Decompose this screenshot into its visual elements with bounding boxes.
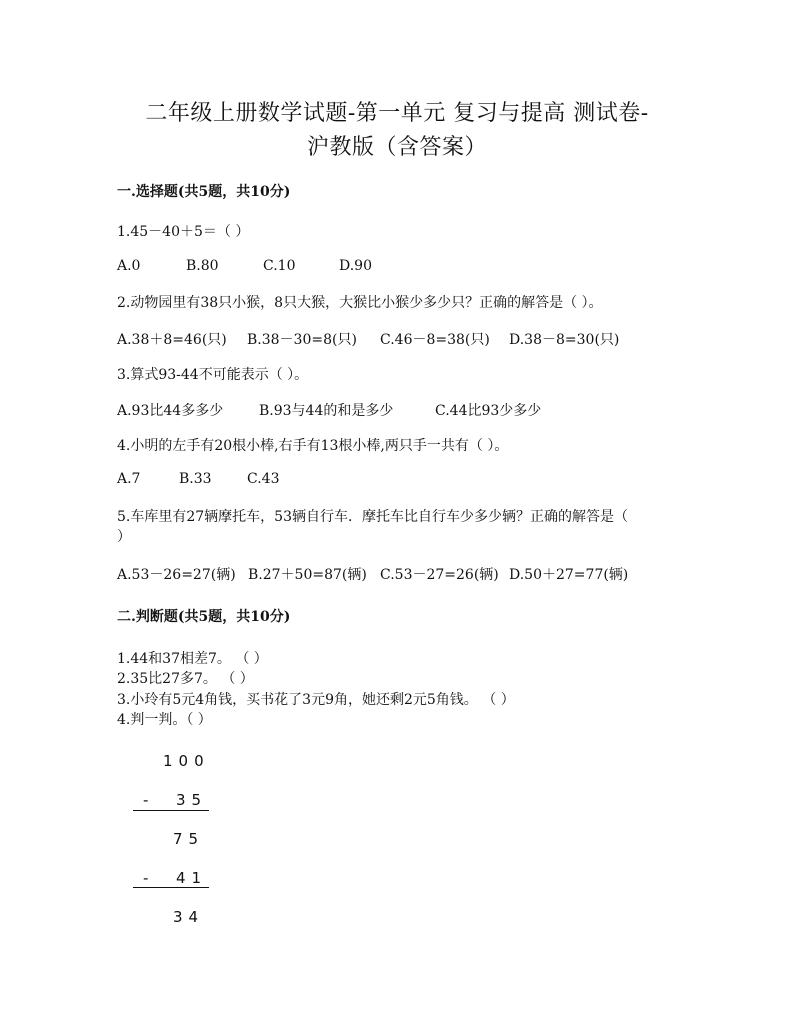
question-4-text: 4.小明的左手有20根小棒,右手有13根小棒,两只手一共有（ ）。 (117, 438, 509, 454)
option-c: C.44比93少多少 (435, 403, 542, 419)
judgement-item-1: 1.44和37相差7。 （ ） (117, 651, 268, 667)
calc-divider-2 (133, 887, 209, 888)
section2-heading: 二.判断题(共5题，共10分) (117, 609, 291, 625)
option-a: A.7 (117, 471, 141, 487)
calc-divider-1 (133, 810, 209, 811)
option-c: C.10 (263, 258, 296, 274)
option-d: D.38－8=30(只) (509, 332, 620, 348)
judgement-item-3: 3.小玲有5元4角钱，买书花了3元9角，她还剩2元5角钱。 （ ） (117, 692, 515, 708)
option-c: C.53－27=26(辆) (380, 567, 499, 583)
calc-row-2: - 35 (143, 791, 208, 809)
document-title-line1: 二年级上册数学试题-第一单元 复习与提高 测试卷- (145, 101, 649, 126)
option-b: B.80 (186, 258, 219, 274)
question-5-text-continued: ） (117, 529, 131, 545)
option-c: C.46－8=38(只) (380, 332, 490, 348)
option-a: A.53－26=27(辆) (117, 567, 236, 583)
section1-heading: 一.选择题(共5题，共10分) (117, 184, 291, 200)
question-3-text: 3.算式93-44不可能表示（ ）。 (117, 367, 309, 383)
option-b: B.33 (179, 471, 212, 487)
option-a: A.38＋8=46(只) (117, 332, 227, 348)
judgement-item-2: 2.35比27多7。 （ ） (117, 671, 254, 687)
calc-row-5: 34 (173, 908, 205, 926)
question-2-text: 2.动物园里有38只小猴，8只大猴，大猴比小猴少多少只？正确的解答是（ ）。 (117, 295, 603, 311)
calc-row-4: - 41 (143, 869, 208, 887)
judgement-item-4: 4.判一判。（ ） (117, 712, 212, 728)
option-a: A.93比44多多少 (117, 403, 224, 419)
calc-row-3: 75 (173, 830, 205, 848)
question-5-text: 5.车库里有27辆摩托车，53辆自行车．摩托车比自行车少多少辆？正确的解答是（ (117, 509, 628, 525)
option-b: B.93与44的和是多少 (259, 403, 394, 419)
option-d: D.50＋27=77(辆) (509, 567, 629, 583)
question-1-text: 1.45－40＋5＝（ ） (117, 224, 250, 240)
option-a: A.0 (117, 258, 141, 274)
document-title-line2: 沪教版（含答案） (306, 135, 487, 160)
option-c: C.43 (247, 471, 280, 487)
option-d: D.90 (339, 258, 372, 274)
calc-row-1: 100 (163, 752, 210, 770)
option-b: B.27＋50=87(辆) (248, 567, 367, 583)
option-b: B.38－30=8(只) (247, 332, 357, 348)
